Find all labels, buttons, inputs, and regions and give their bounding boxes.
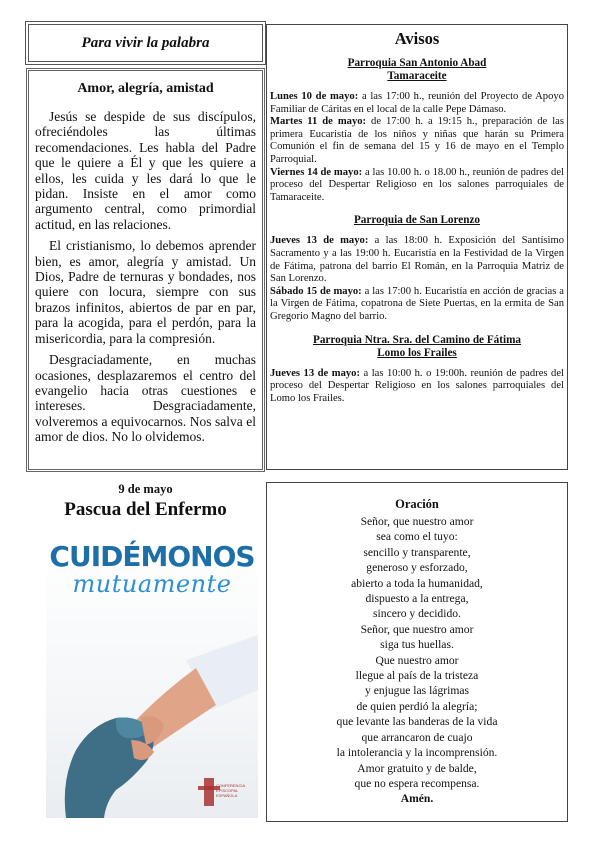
prayer-line: sea como el tuyo: (376, 530, 458, 544)
notice-item (270, 235, 564, 285)
prayer-title: Oración (395, 497, 439, 511)
episcopal-logo: CONFERENCIA EPISCOPAL ESPAÑOLA (216, 783, 245, 798)
prayer-amen: Amén. (400, 792, 434, 806)
prayer-line: generoso y esforzado, (366, 561, 468, 575)
prayer-line: Señor, que nuestro amor (360, 515, 474, 528)
section-banner-label: Para vivir la palabra (81, 34, 210, 51)
notice-date: Martes 11 de mayo: (270, 116, 367, 128)
prayer-line: Señor, que nuestro amor (360, 622, 474, 636)
prayer-box (266, 482, 568, 822)
poster-image (46, 540, 258, 818)
prayer-line: dispuesto a la entrega, (365, 592, 469, 606)
parish-section (270, 334, 564, 406)
notice-date: Jueves 13 de mayo: (270, 367, 360, 379)
notice-item (270, 167, 564, 205)
parish-section (270, 214, 564, 323)
notice-text: de 17:00 h. a 19:15 h., preparación de las primera Eucaristía de los niños y niñas que harán su Primera Comunión el fin de semana del 15 y 16 de mayo en el Templo Parroquial. (270, 116, 564, 165)
notice-date: Lunes 10 de mayo: (270, 91, 359, 102)
notice-text: a las 10:00 h. o 19:00h. reunión de padres del proceso del Despertar Religioso en los salones parroquiales del Lomo los Frailes. (270, 367, 564, 404)
prayer-line: y enjugue las lágrimas (365, 684, 469, 698)
notice-date: Jueves 13 de mayo: (270, 235, 369, 247)
notice-text: a las 17:00 h., reunión del Proyecto de Apoyo Familiar de Cáritas en el local de la calle Pepe Dámaso. (270, 91, 564, 115)
reflection-paragraph: Jesús se despide de sus discípulos, ofreciéndoles las últimas recomendaciones. Les habla del Padre que le quiere a Él y que les quiere a ellos, les cuida y les dará lo que le pidan. Insiste en el amor como argumento central, como primordial actitud, en las relaciones. (35, 109, 256, 232)
parish-location: Lomo los Frailes (377, 346, 457, 359)
poster-title: Pascua del Enfermo (64, 499, 227, 520)
parish-title (270, 57, 564, 83)
parish-name: Parroquia de San Lorenzo (353, 214, 481, 227)
prayer-line: la intolerancia y la incomprensión. (336, 746, 498, 760)
section-banner (28, 24, 263, 62)
parish-section (270, 57, 564, 204)
prayer-line: sencillo y transparente, (363, 545, 471, 559)
prayer-line: llegue al país de la tristeza (355, 669, 479, 683)
prayer-line: abierto a toda la humanidad, (351, 576, 483, 590)
poster-slogan-sub: mutuamente (72, 570, 232, 598)
notice-date: Viernes 14 de mayo: (270, 166, 363, 178)
reflection-box (28, 70, 263, 470)
parish-title (270, 214, 564, 227)
poster (28, 480, 263, 820)
reflection-paragraph: El cristianismo, lo debemos aprender bien, es amor, alegría y amistad. Un Dios, Padre de ternuras y bondades, nos quiere con locura, siempre con sus brazos infinitos, abiertos de par en par, para la acogida, para el perdón, para la misericordia, para la compresión. (35, 238, 256, 346)
poster-slogan: CUIDÉMONOS (49, 540, 255, 573)
notice-text: a las 18:00 h. Exposición del Santísimo Sacramento y a las 19:00 h. Eucaristía en la Festividad de la Virgen de Fátima, patrona del barrio El Román, en la Parroquia Matriz de San Lorenzo. (270, 235, 565, 285)
prayer-lines (271, 514, 563, 791)
prayer-line: Que nuestro amor (375, 653, 459, 667)
prayer-line: que levante las banderas de la vida (336, 715, 498, 729)
notice-item (270, 116, 564, 166)
prayer-line: de quien perdió la alegría; (356, 699, 478, 713)
parish-name: Parroquia San Antonio Abad (347, 57, 487, 69)
parish-name: Parroquia Ntra. Sra. del Camino de Fátima (313, 333, 521, 346)
notice-item (270, 286, 564, 324)
prayer-line: que arrancaron de cuajo (361, 730, 473, 744)
prayer-line: sincero y decidido. (373, 607, 461, 621)
reflection-paragraph: Desgraciadamente, en muchas ocasiones, desplazaremos el centro del evangelio hacia otras cuestiones e intereses. Desgraciadamente, volveremos a equivocarnos. Nos salva el amor de dios. No lo olvidemos. (35, 352, 256, 445)
prayer-line: Amor gratuito y de balde, (357, 761, 477, 775)
clasped-hands-illustration (46, 540, 258, 818)
notice-item (270, 368, 564, 406)
prayer-line: que no espera recompensa. (354, 776, 480, 790)
parish-location: Tamaraceite (387, 70, 447, 82)
poster-date: 9 de mayo (118, 482, 173, 496)
notices-box (266, 24, 568, 470)
notice-item (270, 91, 564, 116)
notices-title: Avisos (394, 29, 440, 48)
notice-text: a las 17:00 h. Eucaristía en acción de gracias a la Virgen de Fátima, copatrona de Siete Puertas, en la ermita de San Gregorio Magno del barrio. (270, 285, 564, 322)
notice-date: Sábado 15 de mayo: (270, 285, 362, 297)
reflection-title: Amor, alegría, amistad (77, 81, 214, 96)
parish-title (270, 334, 564, 360)
notice-text: a las 10.00 h. o 18.00 h., reunión de padres del proceso del Despertar Religioso en los salones parroquiales de Tamaraceite. (270, 166, 565, 203)
prayer-line: siga tus huellas. (380, 638, 454, 652)
